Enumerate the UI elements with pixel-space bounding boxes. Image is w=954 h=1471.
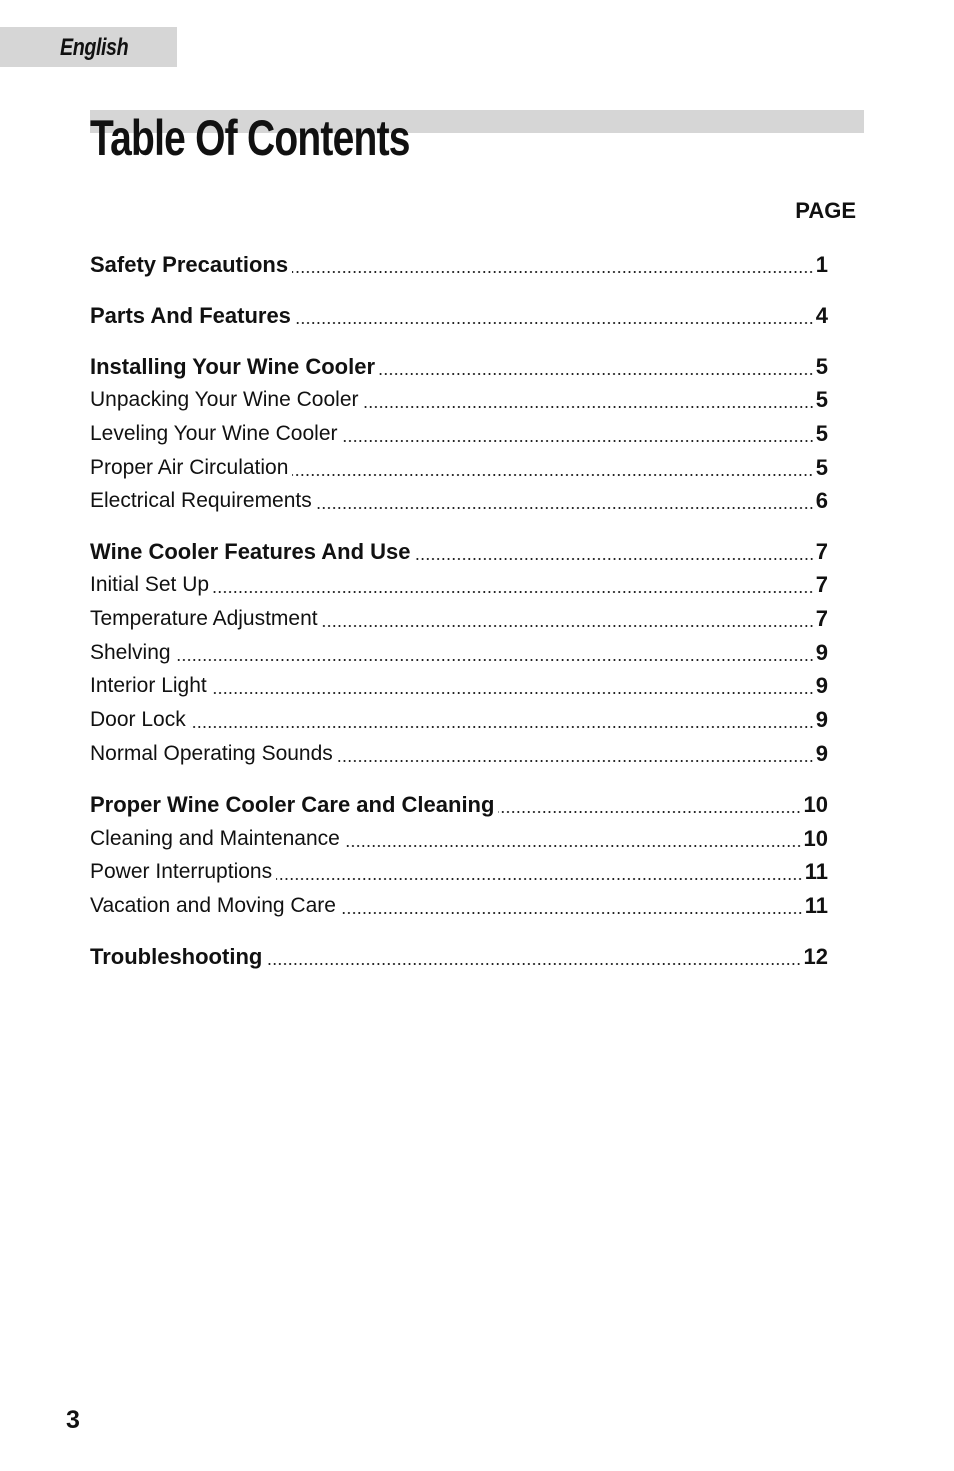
toc-entry-operating-sounds[interactable] (90, 737, 828, 767)
dot-leader (316, 507, 814, 509)
dot-leader (498, 811, 801, 813)
toc-entry-page: 6 (815, 488, 828, 513)
toc-entry-troubleshooting[interactable] (90, 940, 828, 970)
toc-entry-page: 9 (815, 741, 828, 766)
toc-entry-page: 7 (815, 572, 828, 597)
dot-leader (379, 373, 814, 375)
toc-entry-air-circulation[interactable] (90, 451, 828, 481)
dot-leader (415, 558, 814, 560)
toc-entry-label: Parts And Features (90, 303, 291, 328)
toc-entry-electrical[interactable] (90, 484, 828, 514)
toc-entry-leveling[interactable] (90, 417, 828, 447)
toc-entry-page: 5 (815, 387, 828, 412)
toc-entry-page: 9 (815, 640, 828, 665)
toc-entry-label: Shelving (90, 641, 171, 664)
toc-entry-label: Temperature Adjustment (90, 607, 318, 630)
dot-leader (292, 474, 813, 476)
toc-entry-features-and-use[interactable] (90, 535, 828, 565)
toc-entry-page: 7 (815, 539, 828, 564)
toc-entry-label: Troubleshooting (90, 944, 263, 969)
dot-leader (190, 726, 814, 728)
toc-entry-label: Initial Set Up (90, 573, 210, 596)
toc-entry-cleaning-maintenance[interactable] (90, 822, 828, 852)
language-label: English (60, 34, 129, 61)
toc-entry-label: Unpacking Your Wine Cooler (90, 388, 359, 411)
dot-leader (292, 271, 814, 273)
toc-entry-label: Interior Light (90, 674, 207, 697)
toc-entry-page: 5 (815, 421, 828, 446)
toc-entry-installing[interactable] (90, 350, 828, 380)
dot-leader (342, 440, 814, 442)
toc-entry-page: 7 (815, 606, 828, 631)
toc-entry-page: 10 (803, 826, 828, 851)
page-number: 3 (66, 1406, 80, 1434)
toc-entry-shelving[interactable] (90, 636, 828, 666)
language-tab (0, 27, 177, 67)
dot-leader (340, 912, 803, 914)
toc-entry-door-lock[interactable] (90, 703, 828, 733)
toc-entry-label: Door Lock (90, 708, 186, 731)
toc-entry-page: 11 (804, 859, 828, 884)
toc-entry-page: 5 (815, 354, 828, 379)
toc-entry-label: Wine Cooler Features And Use (90, 539, 411, 564)
toc-entry-page: 9 (815, 707, 828, 732)
toc-entry-page: 1 (815, 252, 828, 277)
toc-entry-interior-light[interactable] (90, 669, 828, 699)
page-column-header: PAGE (795, 198, 856, 223)
toc-entry-vacation-moving[interactable] (90, 889, 828, 919)
toc-entry-power-interruptions[interactable] (90, 855, 828, 885)
toc-entry-page: 9 (815, 673, 828, 698)
toc-entry-label: Safety Precautions (90, 252, 289, 277)
dot-leader (337, 760, 814, 762)
toc-entry-care-and-cleaning[interactable] (90, 788, 828, 818)
toc-entry-unpacking[interactable] (90, 383, 828, 413)
dot-leader (276, 878, 803, 880)
dot-leader (175, 659, 814, 661)
toc-entry-label: Installing Your Wine Cooler (90, 354, 376, 379)
toc-entry-label: Proper Wine Cooler Care and Cleaning (90, 792, 495, 817)
toc-entry-label: Electrical Requirements (90, 489, 312, 512)
dot-leader (344, 845, 802, 847)
toc-entry-label: Proper Air Circulation (90, 456, 289, 479)
page-title: Table Of Contents (90, 110, 410, 166)
dot-leader (363, 406, 814, 408)
toc-entry-page: 10 (803, 792, 828, 817)
toc-entry-page: 12 (803, 944, 828, 969)
toc-entry-parts-and-features[interactable] (90, 299, 828, 329)
dot-leader (211, 692, 814, 694)
toc-entry-label: Power Interruptions (90, 860, 273, 883)
toc-entry-page: 11 (804, 893, 828, 918)
toc-entry-label: Vacation and Moving Care (90, 894, 336, 917)
toc-entry-safety-precautions[interactable] (90, 248, 828, 278)
toc-entry-page: 4 (815, 303, 828, 328)
dot-leader (295, 322, 814, 324)
toc-entry-label: Cleaning and Maintenance (90, 827, 340, 850)
toc-entry-initial-set-up[interactable] (90, 568, 828, 598)
toc-entry-label: Leveling Your Wine Cooler (90, 422, 338, 445)
toc-entry-temperature[interactable] (90, 602, 828, 632)
toc-entry-page: 5 (815, 455, 828, 480)
dot-leader (266, 963, 801, 965)
dot-leader (322, 625, 814, 627)
toc-entry-label: Normal Operating Sounds (90, 742, 333, 765)
dot-leader (213, 591, 814, 593)
